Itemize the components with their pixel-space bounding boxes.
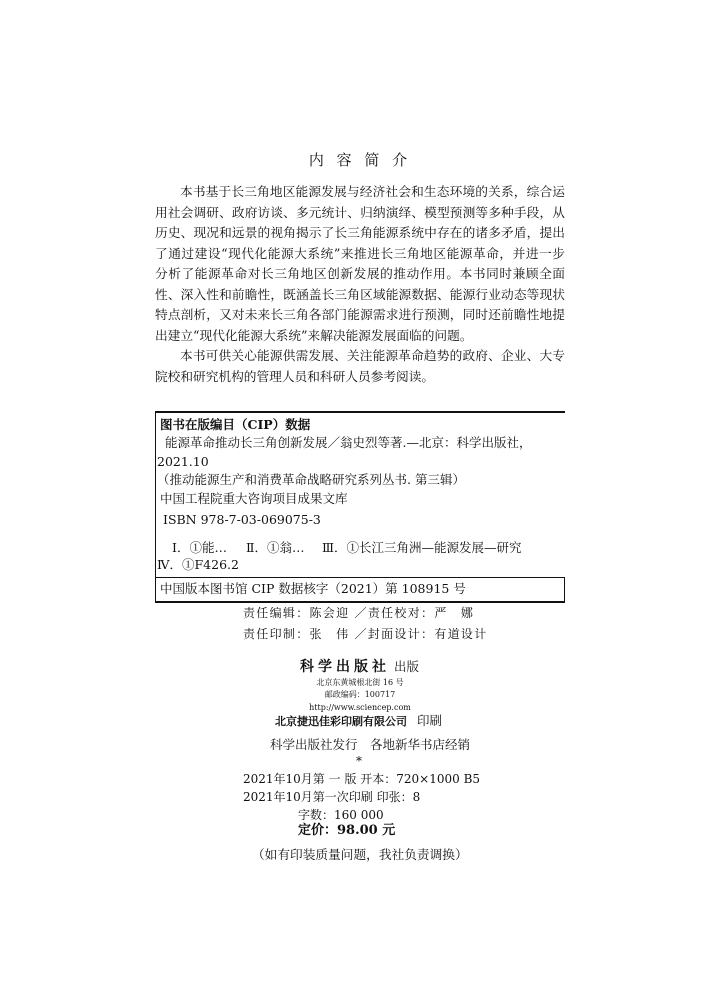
synopsis-line: 本书基于长三角地区能源发展与经济社会和生态环境的关系，综合运 bbox=[180, 184, 565, 199]
cip-class-3: Ⅲ．①长江三角洲—能源发展—研究 bbox=[322, 540, 522, 555]
publisher-line bbox=[300, 656, 419, 677]
production-credits: 责任印制：张 伟 ／封面设计：有道设计 bbox=[243, 627, 488, 641]
cip-left-rule bbox=[155, 411, 156, 602]
publisher-logo: 科学出版社 bbox=[300, 659, 390, 675]
cip-heading: 图书在版编目（CIP）数据 bbox=[160, 417, 311, 432]
distribution-line: 科学出版社发行 各地新华书店经销 bbox=[270, 737, 471, 752]
word-count: 字数：160 000 bbox=[298, 808, 384, 822]
synopsis-line: 性、深入性和前瞻性，既涵盖长三角区域能源数据、能源行业动态等现状 bbox=[155, 286, 565, 302]
cip-record-number: 中国版本图书馆 CIP 数据核字（2021）第 108915 号 bbox=[160, 581, 466, 596]
synopsis-title: 内 容 简 介 bbox=[308, 151, 412, 169]
cip-bottom-rule bbox=[155, 601, 565, 603]
cip-series-line: （推动能源生产和消费革命战略研究系列丛书. 第三辑） bbox=[157, 472, 465, 487]
synopsis-line: 历史、现况和远景的视角揭示了长三角能源系统中存在的诸多矛盾，提出 bbox=[155, 225, 565, 240]
price: 定价：98.00 元 bbox=[298, 823, 396, 838]
cip-top-rule bbox=[155, 411, 565, 413]
audience-line: 本书可供关心能源供需发展、关注能源革命趋势的政府、企业、大专 bbox=[180, 348, 565, 363]
publisher-postcode: 邮政编码：100717 bbox=[324, 690, 396, 699]
synopsis-line: 用社会调研、政府访谈、多元统计、归纳演绎、模型预测等多种手段，从 bbox=[155, 204, 565, 220]
edition-line: 2021年10月第 一 版 开本：720×1000 B5 bbox=[243, 772, 481, 786]
separator-star: * bbox=[356, 754, 362, 768]
synopsis-line: 分析了能源革命对长三角地区创新发展的推动作用。本书同时兼顾全面 bbox=[155, 266, 565, 281]
publisher-address: 北京东黄城根北街 16 号 bbox=[316, 678, 404, 687]
printer-line bbox=[275, 711, 442, 731]
printer-role: 印刷 bbox=[417, 713, 443, 728]
cip-isbn: ISBN 978-7-03-069075-3 bbox=[163, 512, 321, 527]
cip-title-line: 能源革命推动长三角创新发展／翁史烈等著.—北京：科学出版社， bbox=[165, 435, 532, 450]
audience-line: 院校和研究机构的管理人员和科研人员参考阅读。 bbox=[155, 368, 435, 384]
cip-class-1: Ⅰ．①能… bbox=[172, 540, 227, 555]
cip-right-rule bbox=[564, 577, 565, 602]
cip-date-line: 2021.10 bbox=[157, 454, 209, 469]
publisher-website: http://www.sciencep.com bbox=[309, 703, 411, 712]
quality-note: （如有印装质量问题，我社负责调换） bbox=[252, 847, 468, 862]
printer-name: 北京捷迅佳彩印刷有限公司 bbox=[275, 715, 407, 728]
synopsis-line: 了通过建设“现代化能源大系统”来推进长三角地区能源革命，并进一步 bbox=[155, 245, 565, 261]
synopsis-line: 特点剖析，又对未来长三角各部门能源需求进行预测，同时还前瞻性地提 bbox=[155, 307, 565, 322]
cip-class-2: Ⅱ．①翁… bbox=[246, 540, 305, 555]
printing-line: 2021年10月第一次印刷 印张：8 bbox=[243, 790, 421, 804]
publisher-role: 出版 bbox=[394, 659, 420, 674]
cip-class-4: Ⅳ．①F426.2 bbox=[157, 557, 239, 572]
synopsis-line: 出建立“现代化能源大系统”来解决能源发展面临的问题。 bbox=[155, 327, 473, 343]
editor-credits: 责任编辑：陈会迎 ／责任校对：严 娜 bbox=[243, 606, 475, 620]
cip-library-line: 中国工程院重大咨询项目成果文库 bbox=[160, 491, 348, 506]
cip-record-rule bbox=[155, 577, 565, 578]
